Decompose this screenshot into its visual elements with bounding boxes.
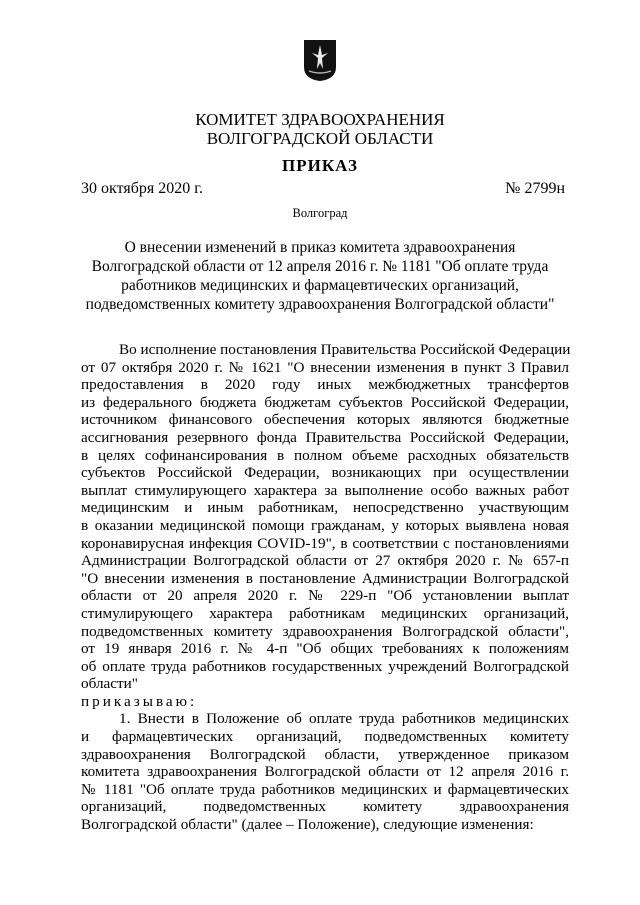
body-line: ассигнования резервного фонда Правительства Российской Федерации, (81, 428, 569, 446)
order-subject (60, 238, 580, 314)
order-body (81, 341, 569, 834)
body-line: от 19 января 2016 г. № 4-п "Об общих требованиях к положениям (81, 640, 569, 658)
body-line: и фармацевтических организаций, подведомственных комитету (81, 728, 569, 746)
body-line: стимулирующего характера работникам медицинских организаций, (81, 604, 569, 622)
subject-line: О внесении изменений в приказ комитета здравоохранения (124, 239, 516, 256)
committee-name-line1: КОМИТЕТ ЗДРАВООХРАНЕНИЯ (195, 110, 445, 129)
body-line: предоставления в 2020 году иных межбюджетных трансфертов (81, 376, 569, 394)
subject-line: подведомственных комитету здравоохранения Волгоградской области" (85, 296, 555, 313)
body-line: в оказании медицинской помощи гражданам, у которых выявлена новая (81, 516, 569, 534)
body-line: коронавирусная инфекция COVID-19", в соответствии с постановлениями (81, 534, 569, 552)
body-line: здравоохранения Волгоградской области, утвержденное приказом (81, 745, 569, 763)
body-line: области от 20 апреля 2020 г. № 229-п "Об установлении выплат (81, 587, 569, 605)
item-1-line: 1. Внести в Положение об оплате труда работников медицинских (119, 710, 569, 728)
body-line: "О внесении изменения в постановление Администрации Волгоградской (81, 569, 569, 587)
coat-of-arms-icon (303, 39, 337, 82)
subject-line: Волгоградской области от 12 апреля 2016 г. № 1181 "Об оплате труда (91, 258, 549, 275)
body-line: из федерального бюджета бюджетам субъектов Российской Федерации, (81, 393, 569, 411)
body-line: комитета здравоохранения Волгоградской области от 12 апреля 2016 г. (81, 763, 569, 781)
body-line: выплат стимулирующего характера за выполнение особо важных работ (81, 481, 569, 499)
body-line: Во исполнение постановления Правительства Российской Федерации (119, 341, 571, 358)
city-name: Волгоград (292, 206, 348, 220)
body-line: Администрации Волгоградской области от 27 октября 2020 г. № 657-п (81, 552, 569, 570)
body-line: № 1181 "Об оплате труда работников медицинских и фармацевтических (81, 780, 569, 798)
order-date: 30 октября 2020 г. (81, 180, 203, 197)
body-line: организаций, подведомственных комитету здравоохранения (81, 798, 569, 816)
body-line: Волгоградской области" (далее – Положение), следующие изменения: (81, 816, 534, 834)
subject-line: работников медицинских и фармацевтических организаций, (121, 277, 519, 294)
body-line: об оплате труда работников государственных учреждений Волгоградской (81, 657, 569, 675)
document-type-title: ПРИКАЗ (282, 156, 358, 175)
order-directive: приказываю: (81, 692, 198, 710)
body-line: в целях софинансирования в полном объеме расходных обязательств (81, 446, 569, 464)
body-line: области" (81, 675, 138, 693)
committee-name-line2: ВОЛГОГРАДСКОЙ ОБЛАСТИ (206, 129, 434, 148)
body-line: от 07 октября 2020 г. № 1621 "О внесении изменения в пункт 3 Правил (81, 358, 569, 376)
body-line: источником финансового обеспечения которых являются бюджетные (81, 411, 569, 429)
order-number: № 2799н (505, 180, 565, 197)
body-line: медицинским и иным работникам, непосредственно участвующим (81, 499, 569, 517)
body-line: субъектов Российской Федерации, возникающих при осуществлении (81, 464, 569, 482)
body-line: подведомственных комитету здравоохранения Волгоградской области", (81, 622, 569, 640)
